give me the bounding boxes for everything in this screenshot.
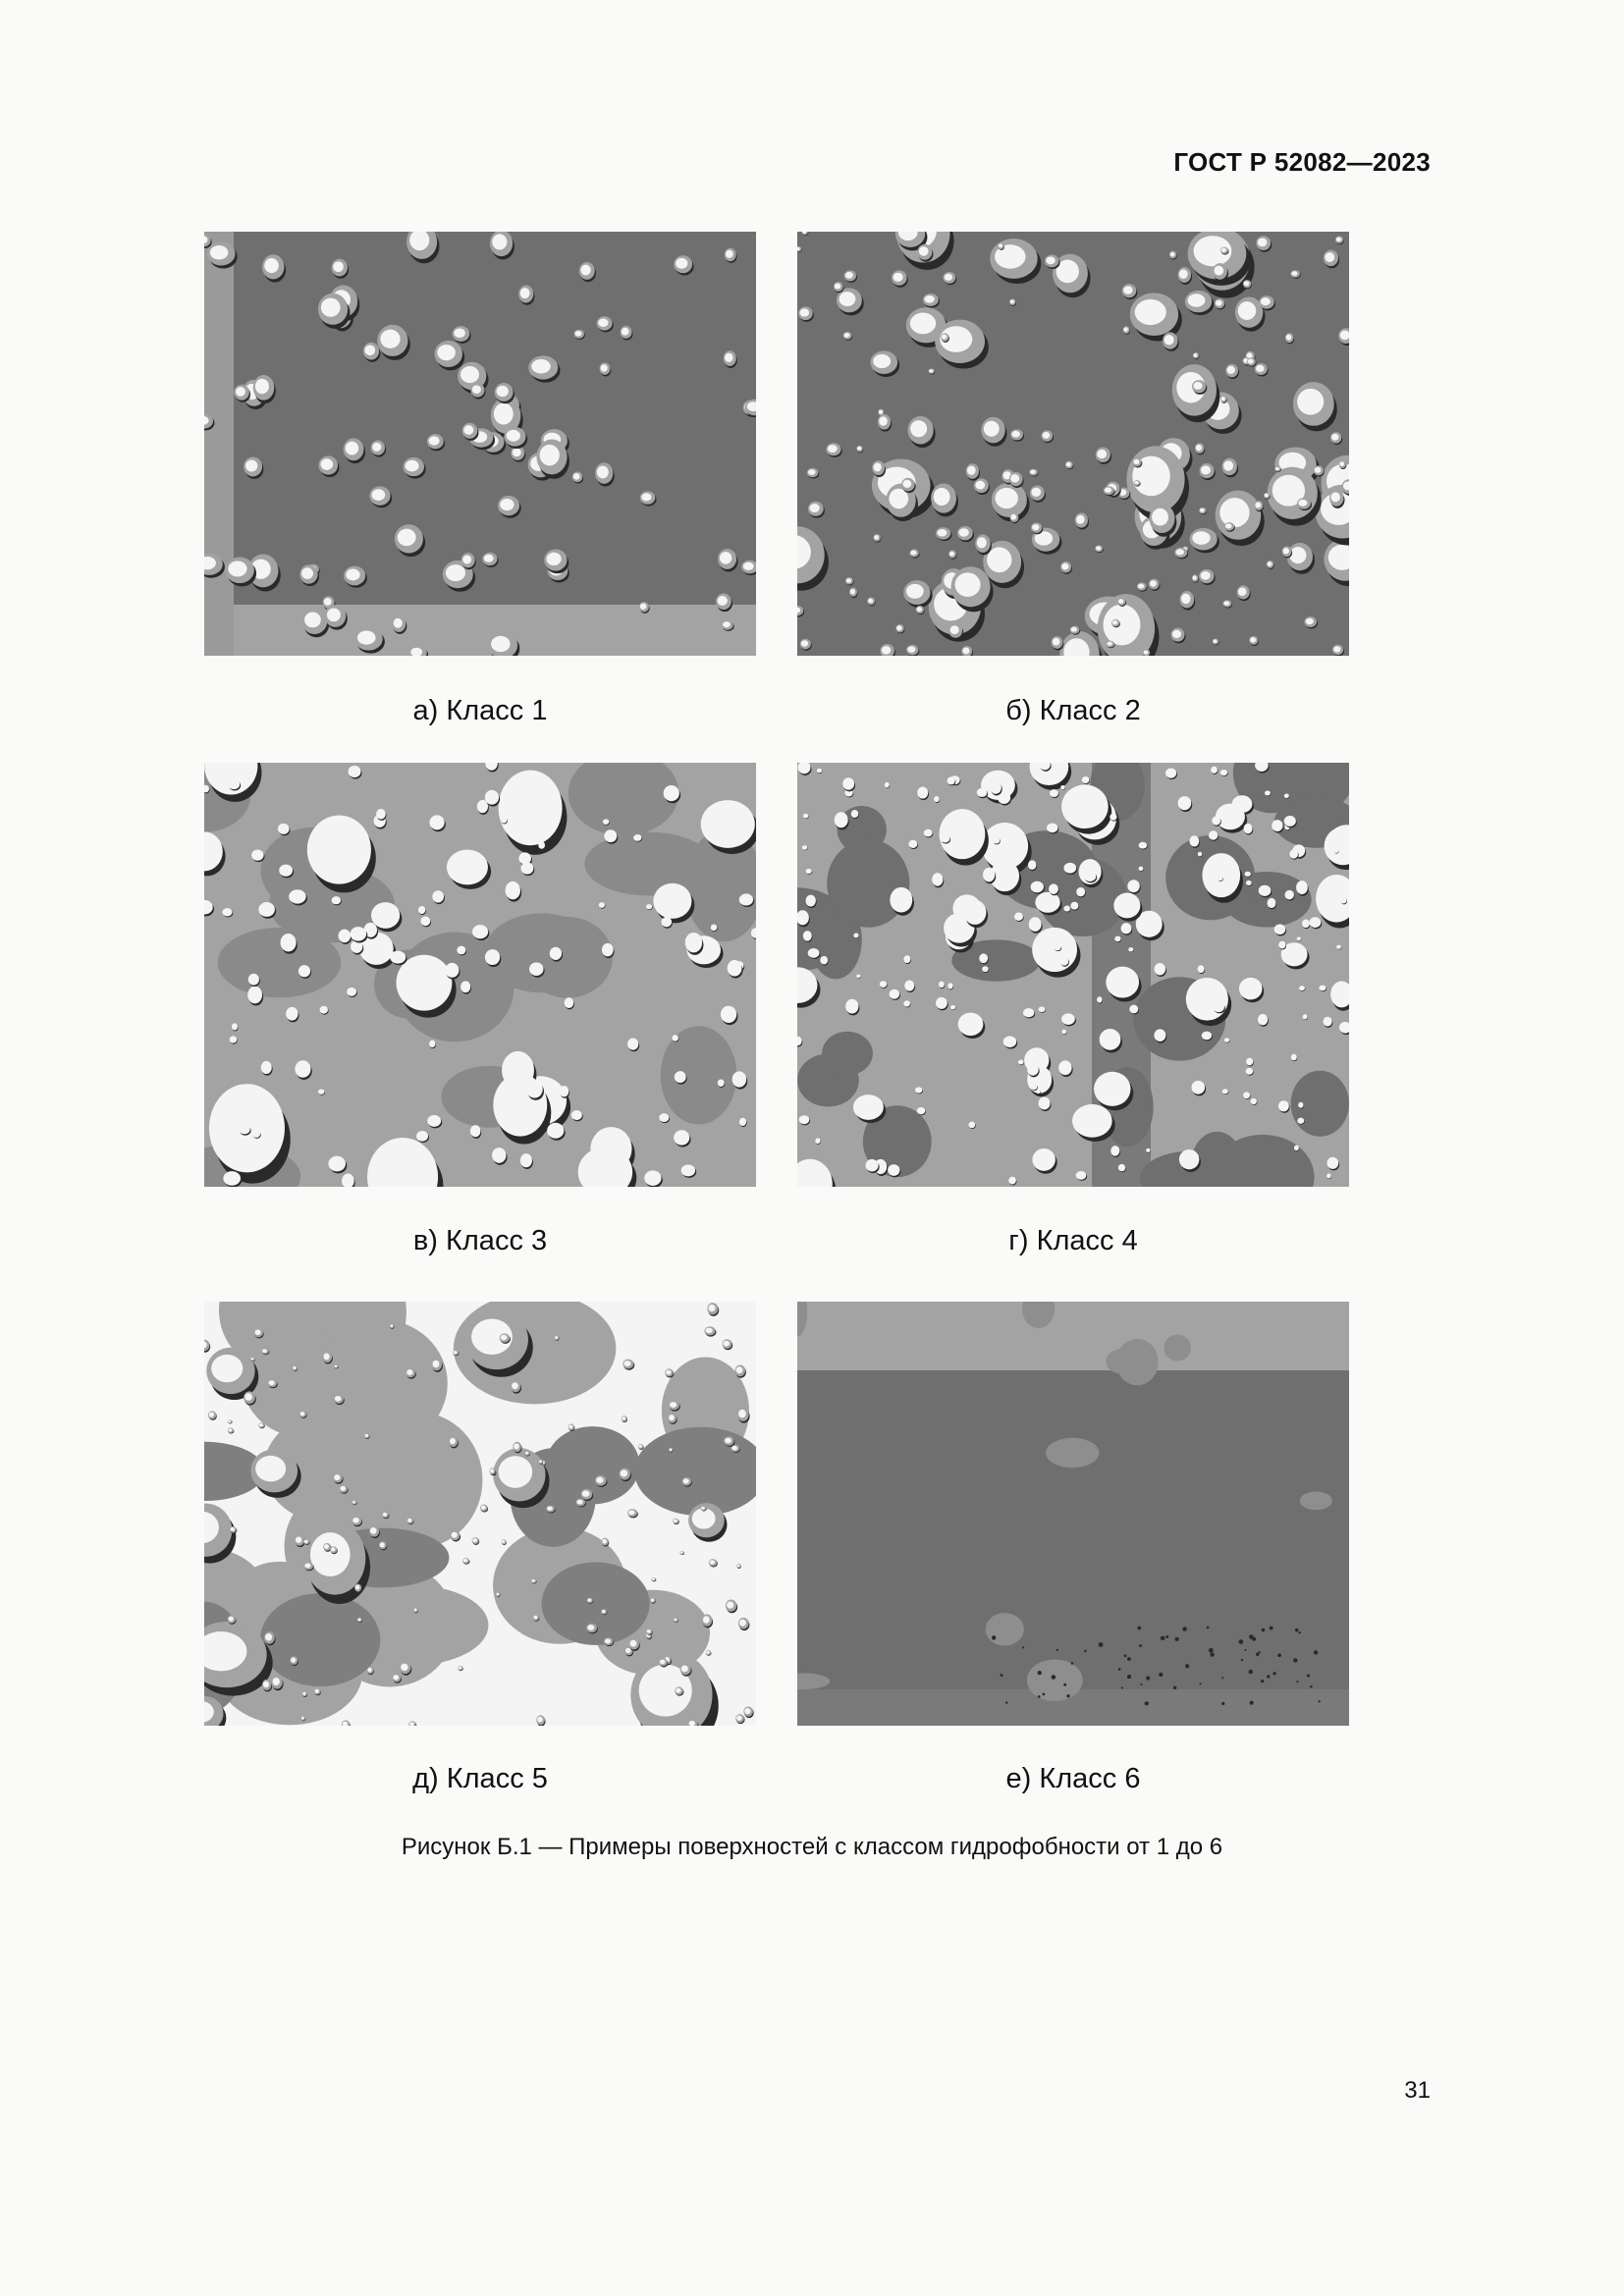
photo-class-3 bbox=[204, 763, 756, 1187]
subfigure-caption: б) Класс 2 bbox=[1005, 695, 1141, 726]
photo-class-6 bbox=[797, 1302, 1349, 1726]
photo-class-1 bbox=[204, 232, 756, 656]
document-header: ГОСТ Р 52082—2023 bbox=[1173, 147, 1431, 177]
subfigure-caption: г) Класс 4 bbox=[1008, 1225, 1138, 1256]
subfigure-caption: д) Класс 5 bbox=[412, 1763, 548, 1794]
page-number: 31 bbox=[1404, 2077, 1431, 2104]
subfigure-caption: в) Класс 3 bbox=[412, 1225, 548, 1256]
photo-class-4 bbox=[797, 763, 1349, 1187]
subfigure-caption: е) Класс 6 bbox=[1005, 1763, 1141, 1794]
photo-class-5 bbox=[204, 1302, 756, 1726]
subfigure-caption: а) Класс 1 bbox=[412, 695, 548, 726]
figure-caption: Рисунок Б.1 — Примеры поверхностей с классом гидрофобности от 1 до 6 bbox=[401, 1834, 1223, 1860]
photo-class-2 bbox=[797, 232, 1349, 656]
